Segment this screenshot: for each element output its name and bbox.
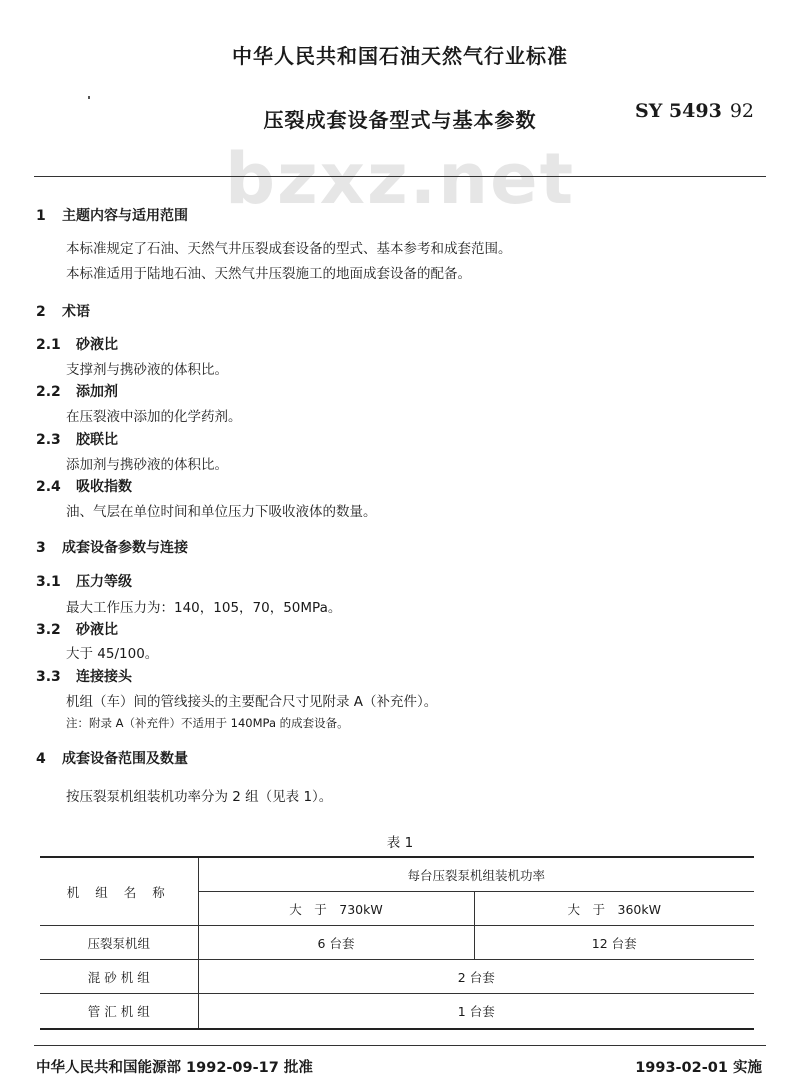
clause-heading [36, 666, 132, 686]
clause-title: 添加剂 [76, 384, 118, 400]
footer-rule [34, 1045, 766, 1046]
paragraph: 本标准适用于陆地石油、天然气井压裂施工的地面成套设备的配备。 [66, 266, 471, 282]
section-number: 3 [36, 540, 46, 556]
approval-statement: 中华人民共和国能源部 1992-09-17 批准 [36, 1060, 313, 1076]
section-3-heading [36, 537, 188, 557]
section-number: 2 [36, 304, 46, 320]
row-name-cell: 混 砂 机 组 [40, 960, 198, 994]
clause-title: 砂液比 [76, 337, 118, 353]
clause-text: 油、气层在单位时间和单位压力下吸收液体的数量。 [66, 504, 377, 520]
value-cell-merged: 2 台套 [198, 960, 754, 994]
clause-title: 吸收指数 [76, 479, 132, 495]
column-header-360kw: 大 于 360kW [474, 892, 754, 926]
clause-title: 压力等级 [76, 574, 132, 590]
header-rule [34, 176, 766, 177]
paragraph: 本标准规定了石油、天然气井压裂成套设备的型式、基本参考和成套范围。 [66, 241, 512, 257]
row-header-cell: 机 组 名 称 [40, 857, 198, 926]
table-row [40, 926, 754, 960]
row-name-cell: 压裂泵机组 [40, 926, 198, 960]
section-2-heading [36, 301, 90, 321]
section-title: 术语 [62, 304, 90, 320]
standard-code [635, 100, 754, 122]
section-4-heading [36, 748, 188, 768]
clause-text: 最大工作压力为：140，105，70，50MPa。 [66, 600, 342, 616]
section-number: 1 [36, 208, 46, 224]
value-cell: 12 台套 [474, 926, 754, 960]
section-1-heading [36, 205, 188, 225]
section-title: 成套设备范围及数量 [62, 751, 188, 767]
equipment-table [40, 856, 754, 1030]
clause-number: 2.2 [36, 384, 61, 400]
section-title: 成套设备参数与连接 [62, 540, 188, 556]
clause-heading [36, 476, 132, 496]
clause-title: 砂液比 [76, 622, 118, 638]
row-name-cell: 管 汇 机 组 [40, 994, 198, 1030]
clause-number: 2.4 [36, 479, 61, 495]
standard-number: SY 5493 [635, 100, 722, 122]
clause-text: 在压裂液中添加的化学药剂。 [66, 409, 242, 425]
clause-number: 3.1 [36, 574, 61, 590]
clause-heading [36, 381, 118, 401]
scan-speck [88, 96, 90, 99]
group-header-cell: 每台压裂泵机组装机功率 [198, 857, 754, 892]
watermark: bzxz.net [224, 138, 576, 220]
table-row [40, 960, 754, 994]
standard-year: 92 [729, 100, 754, 122]
clause-title: 连接接头 [76, 669, 132, 685]
clause-text: 支撑剂与携砂液的体积比。 [66, 362, 228, 378]
clause-title: 胶联比 [76, 432, 118, 448]
value-cell: 6 台套 [198, 926, 474, 960]
clause-number: 3.2 [36, 622, 61, 638]
clause-text: 机组（车）间的管线接头的主要配合尺寸见附录 A（补充件）。 [66, 694, 438, 710]
clause-number: 3.3 [36, 669, 61, 685]
section-title: 主题内容与适用范围 [62, 208, 188, 224]
paragraph: 按压裂泵机组装机功率分为 2 组（见表 1）。 [66, 789, 333, 805]
note: 注：附录 A（补充件）不适用于 140MPa 的成套设备。 [66, 716, 349, 730]
column-header-730kw: 大 于 730kW [198, 892, 474, 926]
table-caption: 表 1 [386, 835, 414, 851]
clause-text: 大于 45/100。 [66, 646, 159, 662]
clause-heading [36, 334, 118, 354]
section-number: 4 [36, 751, 46, 767]
value-cell-merged: 1 台套 [198, 994, 754, 1030]
document-title: 压裂成套设备型式与基本参数 [263, 108, 537, 132]
clause-number: 2.1 [36, 337, 61, 353]
clause-heading [36, 571, 132, 591]
clause-text: 添加剂与携砂液的体积比。 [66, 457, 228, 473]
table-row [40, 994, 754, 1030]
clause-number: 2.3 [36, 432, 61, 448]
clause-heading [36, 619, 118, 639]
clause-heading [36, 429, 118, 449]
implementation-date: 1993-02-01 实施 [635, 1060, 762, 1076]
org-title: 中华人民共和国石油天然气行业标准 [232, 44, 568, 68]
